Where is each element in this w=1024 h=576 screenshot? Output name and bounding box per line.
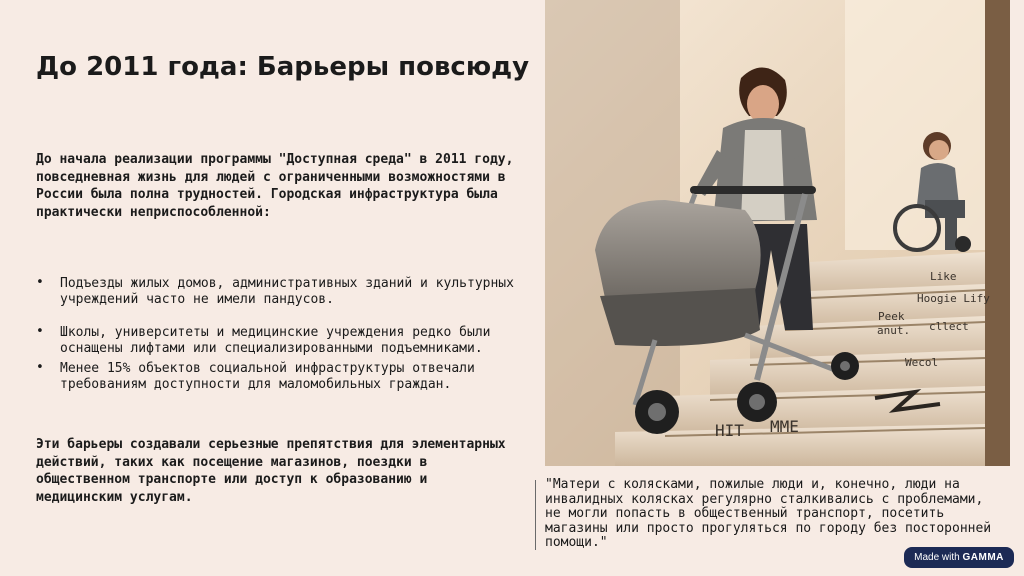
barrier-list (36, 276, 516, 392)
list-item (36, 276, 516, 307)
made-with-gamma-badge[interactable] (904, 547, 1014, 568)
quote-text: "Матери с колясками, пожилые люди и, конечно, люди на инвалидных колясках регулярно сталкивались с проблемами, не могли попасть в общественный транспорт, посетить магазины или просто прогуляться по городу без посторонней помощи." (545, 477, 992, 551)
stroller-hood (595, 200, 761, 298)
graffiti-text: MME (770, 417, 799, 436)
intro-paragraph: До начала реализации программы "Доступная среда" в 2011 году, повседневная жизнь для людей с ограниченными возможностями в России была полна трудностей. Городская инфраструктура была практически неприспособленной: (36, 152, 514, 220)
gamma-logo: GAMMA (962, 552, 1004, 563)
list-item (36, 361, 516, 392)
list-item (36, 325, 516, 356)
graffiti-text: HIT (715, 421, 744, 440)
stairs-illustration (545, 0, 1010, 466)
right-railing (985, 0, 1010, 466)
quote-divider (535, 480, 536, 550)
list-item-text: Подъезды жилых домов, административных зданий и культурных учреждений часто не имели пандусов. (60, 276, 514, 307)
graffiti-text: cllect (929, 320, 969, 333)
outro-paragraph: Эти барьеры создавали серьезные препятствия для элементарных действий, таких как посещение магазинов, поездки в общественном транспорте или доступ к образованию и медицинским услугам. (36, 437, 506, 505)
bullet-icon: • (36, 324, 44, 339)
stroller-basket (600, 288, 760, 346)
list-item-text: Менее 15% объектов социальной инфраструктуры отвечали требованиям доступности для маломобильных граждан. (60, 361, 475, 392)
graffiti-text: Hoogie Lify (917, 292, 990, 305)
bullet-icon: • (36, 360, 44, 375)
bullet-icon: • (36, 275, 44, 290)
graffiti-text: Peek (878, 310, 905, 323)
slide-title: До 2011 года: Барьеры повсюду (36, 52, 530, 82)
stairs-photo (545, 0, 1010, 466)
graffiti-text: Wecol (905, 356, 939, 369)
stroller-handle (690, 186, 816, 194)
list-item-text: Школы, университеты и медицинские учреждения редко были оснащены лифтами или специализированными подъемниками. (60, 325, 491, 356)
badge-prefix: Made with (914, 552, 960, 563)
graffiti-text: anut. (877, 324, 911, 337)
graffiti-text: Like (930, 270, 957, 283)
